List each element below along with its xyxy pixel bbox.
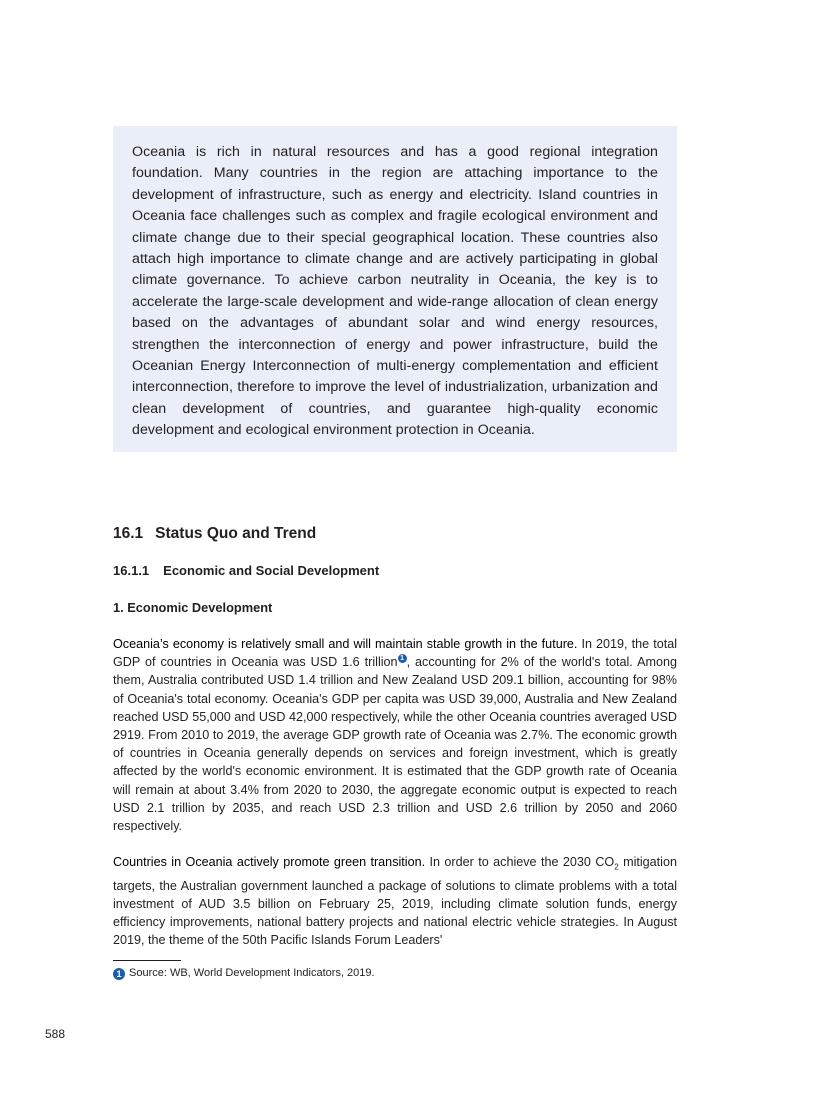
paragraph-lead: Countries in Oceania actively promote green transition. [113,855,426,869]
paragraph-text: In 2019, the total GDP of countries in Oceania was USD 1.6 trillion [113,637,677,670]
footnote-marker: 1 [113,968,125,980]
section-title: Status Quo and Trend [155,525,317,542]
footnote-divider [113,960,181,961]
section-number: 16.1 [113,525,144,542]
paragraph-text: mitigation targets, the Australian government launched a package of solutions to climate problems with a total investment of AUD 3.5 billion on February 25, 2019, including climate solution funds, energy efficiency improvements, national battery projects and national electric vehicle strategies. In August 2019, the theme of the 50th Pacific Islands Forum Leaders' [113,855,677,948]
footnote-reference[interactable]: 1 [398,654,407,663]
paragraph-green-transition [113,853,677,950]
paragraph-text: In order to achieve the 2030 CO [425,855,615,869]
paragraph-lead: Oceania’s economy is relatively small and will maintain stable growth in the future. [113,637,578,651]
subsection-number: 16.1.1 [113,563,150,578]
summary-box [113,126,677,452]
summary-text: Oceania is rich in natural resources and has a good regional integration foundation. Many countries in the region are attaching importance to the development of infrastructure, such as energy and electricity. Island countries in Oceania face challenges such as complex and fragile ecological environment and climate change due to their special geographical location. These countries also attach high importance to climate change and are actively participating in global climate governance. To achieve carbon neutrality in Oceania, the key is to accelerate the large-scale development and wide-range allocation of clean energy based on the advantages of abundant solar and wind energy resources, strengthen the interconnection of energy and power infrastructure, build the Oceanian Energy Interconnection of multi-energy complementation and efficient interconnection, therefore to improve the level of industrialization, urbanization and clean development of countries, and guarantee high-quality economic development and ecological environment protection in Oceania. [132,144,658,439]
section-heading [113,525,316,543]
paragraph-text: , accounting for 2% of the world's total. Among them, Australia contributed USD 1.4 trillion and New Zealand USD 209.1 billion, accounting for 98% of Oceania's total economy. Oceania's GDP per capita was USD 39,000, Australia and New Zealand reached USD 55,000 and USD 42,000 respectively, while the other Oceania countries averaged USD 2919. From 2010 to 2019, the average GDP growth rate of Oceania was 2.7%. The economic growth of countries in Oceania generally depends on services and foreign investment, which is greatly affected by the world's economic environment. It is estimated that the GDP growth rate of Oceania will remain at about 3.4% from 2020 to 2030, the aggregate economic output is expected to reach USD 2.1 trillion by 2035, and reach USD 2.3 trillion and USD 2.6 trillion by 2050 and 2060 respectively. [113,655,677,834]
footnote [113,967,375,980]
page-number: 588 [45,1027,66,1041]
subscript: 2 [614,862,619,872]
footnote-text: Source: WB, World Development Indicators, 2019. [129,967,375,979]
subsection-heading [113,563,379,578]
subsubsection-heading: 1. Economic Development [113,600,273,615]
paragraph-economy [113,635,677,835]
subsection-title: Economic and Social Development [163,563,380,578]
